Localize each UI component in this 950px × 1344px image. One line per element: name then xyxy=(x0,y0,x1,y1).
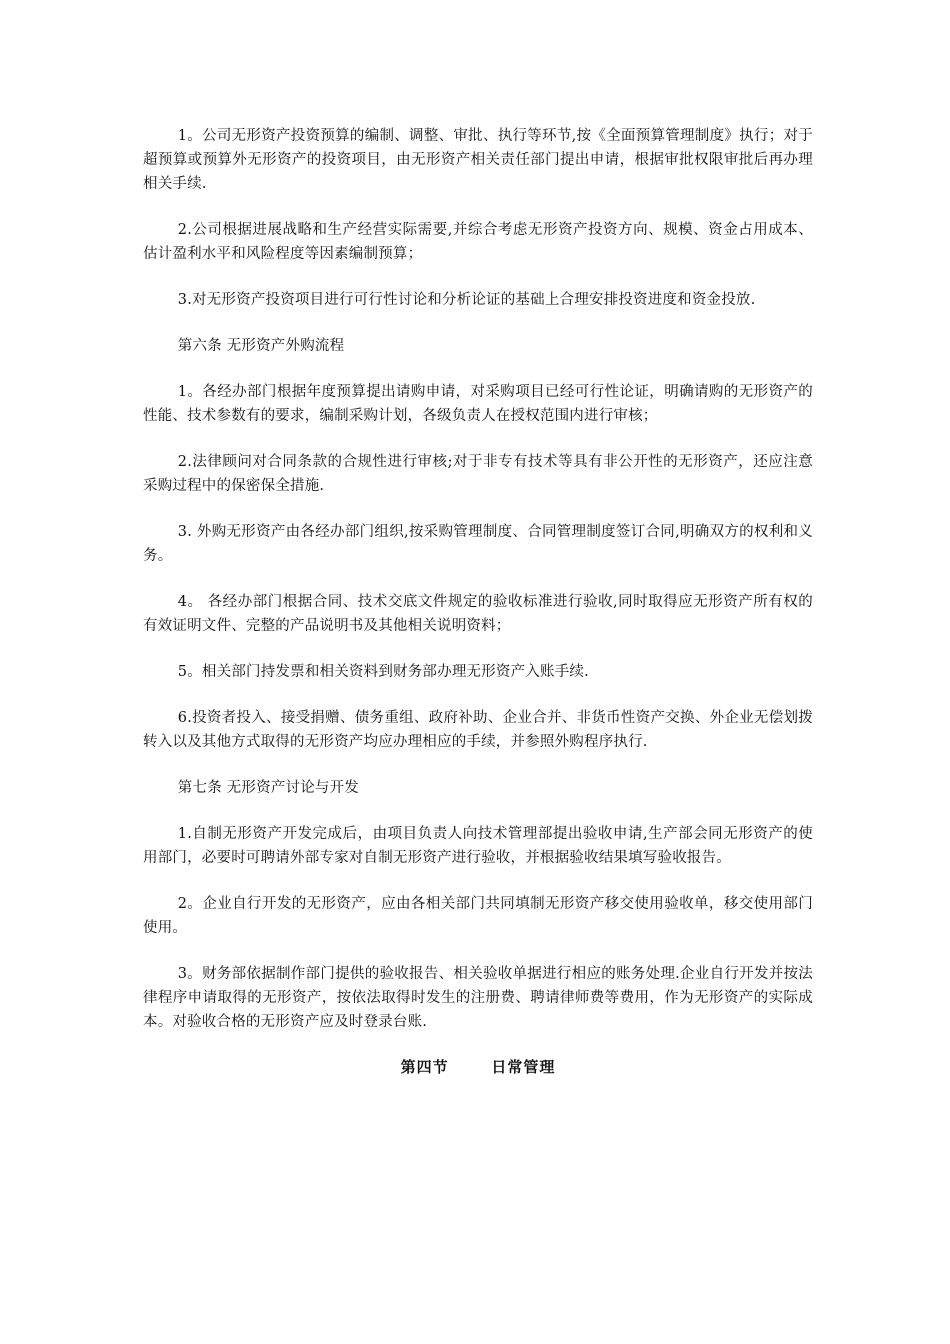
article-heading: 第七条 无形资产讨论与开发 xyxy=(177,780,360,796)
paragraph: 3。财务部依据制作部门提供的验收报告、相关验收单据进行相应的账务处理.企业自行开发并按法律程序申请取得的无形资产，按依法取得时发生的注册费、聘请律师费等费用，作为无形资产的实际成本。对验收合格的无形资产应及时登录台账. xyxy=(143,966,813,1030)
paragraph: 2。企业自行开发的无形资产，应由各相关部门共同填制无形资产移交使用验收单，移交使用部门使用。 xyxy=(143,896,813,936)
paragraph: 2.公司根据进展战略和生产经营实际需要,并综合考虑无形资产投资方向、规模、资金占用成本、估计盈利水平和风险程度等因素编制预算； xyxy=(143,222,813,262)
section-title: 第四节 日常管理 xyxy=(400,1058,556,1076)
paragraph: 3. 外购无形资产由各经办部门组织,按采购管理制度、合同管理制度签订合同,明确双方的权利和义务。 xyxy=(143,524,813,564)
document-page xyxy=(143,124,813,1077)
paragraph: 1。各经办部门根据年度预算提出请购申请，对采购项目已经可行性论证，明确请购的无形资产的性能、技术参数有的要求，编制采购计划，各级负责人在授权范围内进行审核； xyxy=(143,384,813,424)
paragraph: 1.自制无形资产开发完成后，由项目负责人向技术管理部提出验收申请,生产部会同无形资产的使用部门，必要时可聘请外部专家对自制无形资产进行验收，并根据验收结果填写验收报告。 xyxy=(143,826,813,866)
paragraph: 1。公司无形资产投资预算的编制、调整、审批、执行等环节,按《全面预算管理制度》执行；对于超预算或预算外无形资产的投资项目，由无形资产相关责任部门提出申请，根据审批权限审批后再办理相关手续. xyxy=(143,128,813,192)
paragraph: 4。 各经办部门根据合同、技术交底文件规定的验收标准进行验收,同时取得应无形资产所有权的有效证明文件、完整的产品说明书及其他相关说明资料； xyxy=(143,594,813,634)
paragraph: 3.对无形资产投资项目进行可行性讨论和分析论证的基础上合理安排投资进度和资金投放. xyxy=(177,292,756,308)
article-heading: 第六条 无形资产外购流程 xyxy=(177,338,345,354)
paragraph: 5。相关部门持发票和相关资料到财务部办理无形资产入账手续. xyxy=(177,664,589,680)
paragraph: 6.投资者投入、接受捐赠、债务重组、政府补助、企业合并、非货币性资产交换、外企业无偿划拨转入以及其他方式取得的无形资产均应办理相应的手续，并参照外购程序执行. xyxy=(143,710,813,750)
paragraph: 2.法律顾问对合同条款的合规性进行审核;对于非专有技术等具有非公开性的无形资产，还应注意采购过程中的保密保全措施. xyxy=(143,454,813,494)
